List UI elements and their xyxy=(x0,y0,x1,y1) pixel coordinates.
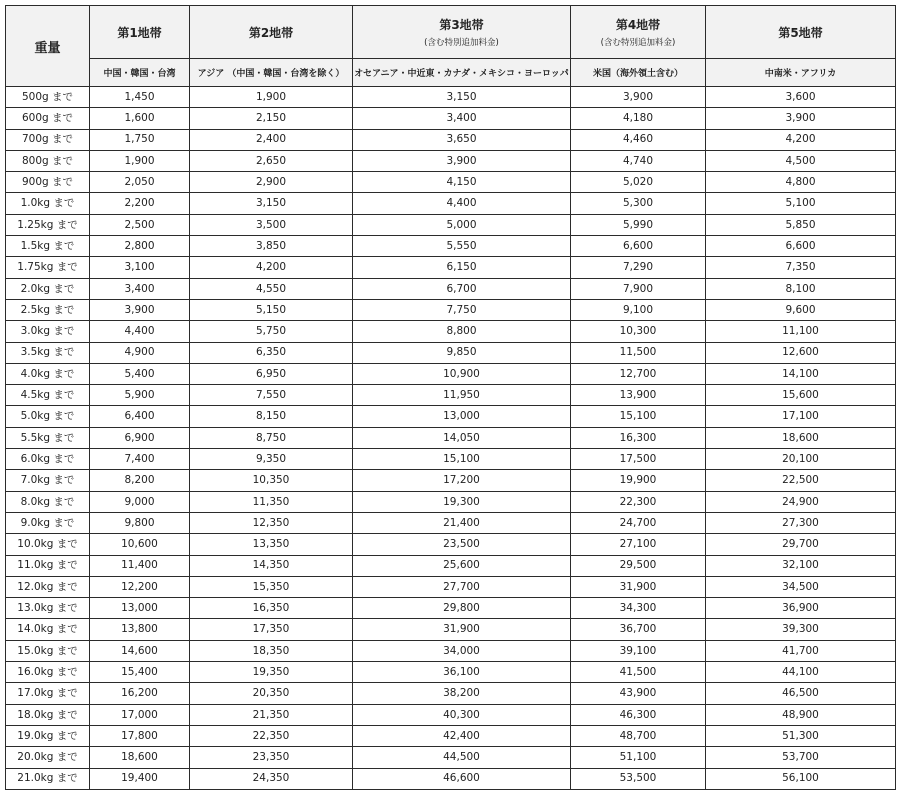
price-cell-zone-4: 36,700 xyxy=(571,619,706,640)
weight-cell: 6.0kg まで xyxy=(6,449,90,470)
price-cell-zone-4: 39,100 xyxy=(571,640,706,661)
price-cell-zone-2: 24,350 xyxy=(190,768,353,789)
weight-cell: 3.5kg まで xyxy=(6,342,90,363)
price-cell-zone-3: 9,850 xyxy=(353,342,571,363)
price-cell-zone-5: 7,350 xyxy=(706,257,896,278)
price-cell-zone-1: 6,900 xyxy=(90,427,190,448)
weight-cell: 5.5kg まで xyxy=(6,427,90,448)
zone-header-1 xyxy=(90,6,190,59)
price-cell-zone-2: 13,350 xyxy=(190,534,353,555)
price-cell-zone-1: 18,600 xyxy=(90,747,190,768)
price-cell-zone-1: 10,600 xyxy=(90,534,190,555)
table-row xyxy=(6,470,896,491)
price-cell-zone-3: 34,000 xyxy=(353,640,571,661)
weight-cell: 19.0kg まで xyxy=(6,725,90,746)
price-cell-zone-2: 15,350 xyxy=(190,576,353,597)
price-cell-zone-3: 3,650 xyxy=(353,129,571,150)
price-cell-zone-3: 4,400 xyxy=(353,193,571,214)
price-cell-zone-3: 42,400 xyxy=(353,725,571,746)
table-row xyxy=(6,619,896,640)
price-cell-zone-5: 27,300 xyxy=(706,512,896,533)
price-cell-zone-5: 4,800 xyxy=(706,172,896,193)
price-cell-zone-1: 3,400 xyxy=(90,278,190,299)
price-cell-zone-4: 29,500 xyxy=(571,555,706,576)
table-row xyxy=(6,662,896,683)
zone-title: 第5地帯 xyxy=(778,25,823,40)
price-cell-zone-1: 8,200 xyxy=(90,470,190,491)
price-cell-zone-5: 8,100 xyxy=(706,278,896,299)
price-cell-zone-4: 34,300 xyxy=(571,598,706,619)
weight-cell: 900g まで xyxy=(6,172,90,193)
price-cell-zone-3: 38,200 xyxy=(353,683,571,704)
price-cell-zone-2: 22,350 xyxy=(190,725,353,746)
weight-cell: 500g まで xyxy=(6,87,90,108)
price-cell-zone-2: 8,750 xyxy=(190,427,353,448)
price-cell-zone-3: 13,000 xyxy=(353,406,571,427)
zone-title: 第4地帯 xyxy=(615,18,661,32)
price-cell-zone-1: 19,400 xyxy=(90,768,190,789)
price-cell-zone-2: 16,350 xyxy=(190,598,353,619)
table-row xyxy=(6,108,896,129)
price-cell-zone-4: 7,290 xyxy=(571,257,706,278)
price-cell-zone-1: 9,000 xyxy=(90,491,190,512)
price-cell-zone-4: 11,500 xyxy=(571,342,706,363)
region-header-2: アジア （中国・韓国・台湾を除く） xyxy=(190,59,353,87)
weight-cell: 1.5kg まで xyxy=(6,236,90,257)
price-cell-zone-3: 19,300 xyxy=(353,491,571,512)
table-row xyxy=(6,385,896,406)
price-cell-zone-3: 17,200 xyxy=(353,470,571,491)
price-cell-zone-3: 46,600 xyxy=(353,768,571,789)
price-cell-zone-3: 5,000 xyxy=(353,214,571,235)
price-cell-zone-5: 20,100 xyxy=(706,449,896,470)
weight-cell: 1.0kg まで xyxy=(6,193,90,214)
weight-cell: 15.0kg まで xyxy=(6,640,90,661)
region-header-4: 米国（海外領土含む） xyxy=(571,59,706,87)
price-cell-zone-1: 2,800 xyxy=(90,236,190,257)
region-header-5: 中南米・アフリカ xyxy=(706,59,896,87)
table-row xyxy=(6,491,896,512)
table-row xyxy=(6,449,896,470)
price-cell-zone-5: 44,100 xyxy=(706,662,896,683)
price-cell-zone-5: 4,500 xyxy=(706,150,896,171)
price-cell-zone-3: 31,900 xyxy=(353,619,571,640)
price-cell-zone-5: 41,700 xyxy=(706,640,896,661)
table-row xyxy=(6,299,896,320)
table-row xyxy=(6,406,896,427)
price-cell-zone-5: 18,600 xyxy=(706,427,896,448)
weight-cell: 21.0kg まで xyxy=(6,768,90,789)
price-cell-zone-5: 24,900 xyxy=(706,491,896,512)
price-cell-zone-4: 6,600 xyxy=(571,236,706,257)
price-cell-zone-3: 8,800 xyxy=(353,321,571,342)
price-cell-zone-2: 20,350 xyxy=(190,683,353,704)
price-cell-zone-4: 16,300 xyxy=(571,427,706,448)
table-row xyxy=(6,278,896,299)
price-cell-zone-1: 4,400 xyxy=(90,321,190,342)
price-cell-zone-3: 23,500 xyxy=(353,534,571,555)
price-cell-zone-2: 7,550 xyxy=(190,385,353,406)
price-cell-zone-5: 32,100 xyxy=(706,555,896,576)
price-cell-zone-1: 15,400 xyxy=(90,662,190,683)
price-cell-zone-1: 7,400 xyxy=(90,449,190,470)
table-row xyxy=(6,725,896,746)
price-cell-zone-2: 2,900 xyxy=(190,172,353,193)
price-cell-zone-4: 15,100 xyxy=(571,406,706,427)
price-cell-zone-2: 11,350 xyxy=(190,491,353,512)
price-cell-zone-4: 48,700 xyxy=(571,725,706,746)
price-cell-zone-3: 44,500 xyxy=(353,747,571,768)
weight-cell: 12.0kg まで xyxy=(6,576,90,597)
weight-cell: 17.0kg まで xyxy=(6,683,90,704)
price-cell-zone-5: 56,100 xyxy=(706,768,896,789)
price-cell-zone-5: 17,100 xyxy=(706,406,896,427)
price-cell-zone-2: 5,750 xyxy=(190,321,353,342)
price-cell-zone-1: 1,750 xyxy=(90,129,190,150)
table-row xyxy=(6,321,896,342)
weight-cell: 20.0kg まで xyxy=(6,747,90,768)
header-row-zones xyxy=(6,6,896,59)
price-cell-zone-5: 6,600 xyxy=(706,236,896,257)
price-cell-zone-4: 43,900 xyxy=(571,683,706,704)
table-row xyxy=(6,87,896,108)
table-row xyxy=(6,683,896,704)
price-cell-zone-2: 2,650 xyxy=(190,150,353,171)
price-cell-zone-1: 13,000 xyxy=(90,598,190,619)
price-cell-zone-5: 48,900 xyxy=(706,704,896,725)
price-cell-zone-4: 31,900 xyxy=(571,576,706,597)
header-row-regions xyxy=(6,59,896,87)
price-cell-zone-5: 5,850 xyxy=(706,214,896,235)
price-cell-zone-2: 1,900 xyxy=(190,87,353,108)
price-cell-zone-4: 4,180 xyxy=(571,108,706,129)
price-cell-zone-4: 27,100 xyxy=(571,534,706,555)
price-cell-zone-3: 29,800 xyxy=(353,598,571,619)
price-cell-zone-1: 5,400 xyxy=(90,363,190,384)
price-cell-zone-4: 7,900 xyxy=(571,278,706,299)
zone-header-5 xyxy=(706,6,896,59)
price-cell-zone-3: 3,400 xyxy=(353,108,571,129)
price-cell-zone-2: 3,850 xyxy=(190,236,353,257)
table-body xyxy=(6,87,896,790)
price-cell-zone-2: 6,350 xyxy=(190,342,353,363)
table-row xyxy=(6,704,896,725)
price-cell-zone-5: 3,600 xyxy=(706,87,896,108)
price-cell-zone-2: 10,350 xyxy=(190,470,353,491)
table-row xyxy=(6,534,896,555)
price-cell-zone-2: 3,500 xyxy=(190,214,353,235)
price-cell-zone-5: 9,600 xyxy=(706,299,896,320)
price-cell-zone-1: 1,450 xyxy=(90,87,190,108)
price-cell-zone-5: 39,300 xyxy=(706,619,896,640)
weight-cell: 1.25kg まで xyxy=(6,214,90,235)
price-cell-zone-1: 14,600 xyxy=(90,640,190,661)
price-cell-zone-1: 5,900 xyxy=(90,385,190,406)
weight-cell: 8.0kg まで xyxy=(6,491,90,512)
price-cell-zone-1: 13,800 xyxy=(90,619,190,640)
weight-column-header: 重量 xyxy=(6,6,90,87)
price-cell-zone-3: 14,050 xyxy=(353,427,571,448)
weight-cell: 18.0kg まで xyxy=(6,704,90,725)
price-cell-zone-2: 12,350 xyxy=(190,512,353,533)
table-row xyxy=(6,214,896,235)
table-row xyxy=(6,342,896,363)
price-cell-zone-3: 7,750 xyxy=(353,299,571,320)
price-cell-zone-5: 53,700 xyxy=(706,747,896,768)
price-cell-zone-3: 3,150 xyxy=(353,87,571,108)
price-cell-zone-4: 4,460 xyxy=(571,129,706,150)
price-cell-zone-4: 51,100 xyxy=(571,747,706,768)
price-cell-zone-1: 1,600 xyxy=(90,108,190,129)
price-cell-zone-4: 46,300 xyxy=(571,704,706,725)
weight-cell: 4.0kg まで xyxy=(6,363,90,384)
price-cell-zone-5: 29,700 xyxy=(706,534,896,555)
price-cell-zone-4: 5,020 xyxy=(571,172,706,193)
price-cell-zone-3: 21,400 xyxy=(353,512,571,533)
price-cell-zone-4: 3,900 xyxy=(571,87,706,108)
price-cell-zone-4: 19,900 xyxy=(571,470,706,491)
price-cell-zone-5: 36,900 xyxy=(706,598,896,619)
price-cell-zone-4: 5,990 xyxy=(571,214,706,235)
price-cell-zone-1: 16,200 xyxy=(90,683,190,704)
price-cell-zone-5: 3,900 xyxy=(706,108,896,129)
price-cell-zone-4: 17,500 xyxy=(571,449,706,470)
price-cell-zone-3: 36,100 xyxy=(353,662,571,683)
weight-cell: 3.0kg まで xyxy=(6,321,90,342)
table-row xyxy=(6,512,896,533)
price-cell-zone-2: 4,550 xyxy=(190,278,353,299)
price-cell-zone-3: 3,900 xyxy=(353,150,571,171)
price-cell-zone-3: 5,550 xyxy=(353,236,571,257)
zone-header-4 xyxy=(571,6,706,59)
table-row xyxy=(6,150,896,171)
table-row xyxy=(6,193,896,214)
table-row xyxy=(6,576,896,597)
price-cell-zone-1: 2,200 xyxy=(90,193,190,214)
region-header-3: オセアニア・中近東・カナダ・メキシコ・ヨーロッパ xyxy=(353,59,571,87)
table-row xyxy=(6,427,896,448)
region-header-1: 中国・韓国・台湾 xyxy=(90,59,190,87)
price-cell-zone-1: 9,800 xyxy=(90,512,190,533)
table-row xyxy=(6,363,896,384)
price-cell-zone-5: 46,500 xyxy=(706,683,896,704)
price-cell-zone-5: 12,600 xyxy=(706,342,896,363)
table-row xyxy=(6,768,896,789)
weight-cell: 600g まで xyxy=(6,108,90,129)
table-row xyxy=(6,747,896,768)
price-cell-zone-3: 25,600 xyxy=(353,555,571,576)
price-cell-zone-3: 4,150 xyxy=(353,172,571,193)
weight-cell: 2.0kg まで xyxy=(6,278,90,299)
price-cell-zone-3: 11,950 xyxy=(353,385,571,406)
weight-cell: 5.0kg まで xyxy=(6,406,90,427)
price-cell-zone-2: 9,350 xyxy=(190,449,353,470)
table-row xyxy=(6,172,896,193)
price-cell-zone-1: 17,800 xyxy=(90,725,190,746)
price-cell-zone-5: 14,100 xyxy=(706,363,896,384)
weight-cell: 9.0kg まで xyxy=(6,512,90,533)
table-row xyxy=(6,236,896,257)
price-cell-zone-2: 5,150 xyxy=(190,299,353,320)
price-cell-zone-1: 12,200 xyxy=(90,576,190,597)
price-cell-zone-5: 22,500 xyxy=(706,470,896,491)
price-cell-zone-5: 4,200 xyxy=(706,129,896,150)
price-cell-zone-2: 14,350 xyxy=(190,555,353,576)
price-cell-zone-2: 21,350 xyxy=(190,704,353,725)
price-cell-zone-4: 10,300 xyxy=(571,321,706,342)
zone-header-3 xyxy=(353,6,571,59)
zone-title: 第2地帯 xyxy=(248,25,294,40)
table-header xyxy=(6,6,896,87)
weight-cell: 16.0kg まで xyxy=(6,662,90,683)
rate-table xyxy=(5,5,896,790)
price-cell-zone-2: 19,350 xyxy=(190,662,353,683)
weight-cell: 2.5kg まで xyxy=(6,299,90,320)
price-cell-zone-1: 11,400 xyxy=(90,555,190,576)
price-cell-zone-2: 6,950 xyxy=(190,363,353,384)
price-cell-zone-5: 34,500 xyxy=(706,576,896,597)
price-cell-zone-1: 1,900 xyxy=(90,150,190,171)
price-cell-zone-5: 15,600 xyxy=(706,385,896,406)
price-cell-zone-1: 2,050 xyxy=(90,172,190,193)
price-cell-zone-4: 13,900 xyxy=(571,385,706,406)
weight-cell: 1.75kg まで xyxy=(6,257,90,278)
price-cell-zone-2: 3,150 xyxy=(190,193,353,214)
price-cell-zone-3: 6,150 xyxy=(353,257,571,278)
price-cell-zone-3: 10,900 xyxy=(353,363,571,384)
price-cell-zone-4: 22,300 xyxy=(571,491,706,512)
zone-title: 第1地帯 xyxy=(117,25,162,40)
price-cell-zone-2: 4,200 xyxy=(190,257,353,278)
weight-cell: 800g まで xyxy=(6,150,90,171)
price-cell-zone-2: 18,350 xyxy=(190,640,353,661)
weight-cell: 11.0kg まで xyxy=(6,555,90,576)
price-cell-zone-2: 17,350 xyxy=(190,619,353,640)
price-cell-zone-1: 2,500 xyxy=(90,214,190,235)
weight-cell: 4.5kg まで xyxy=(6,385,90,406)
price-cell-zone-5: 11,100 xyxy=(706,321,896,342)
price-cell-zone-4: 5,300 xyxy=(571,193,706,214)
price-cell-zone-5: 51,300 xyxy=(706,725,896,746)
price-cell-zone-2: 2,400 xyxy=(190,129,353,150)
weight-cell: 13.0kg まで xyxy=(6,598,90,619)
weight-cell: 700g まで xyxy=(6,129,90,150)
table-row xyxy=(6,257,896,278)
price-cell-zone-4: 24,700 xyxy=(571,512,706,533)
price-cell-zone-4: 4,740 xyxy=(571,150,706,171)
price-cell-zone-4: 9,100 xyxy=(571,299,706,320)
price-cell-zone-5: 5,100 xyxy=(706,193,896,214)
price-cell-zone-2: 23,350 xyxy=(190,747,353,768)
weight-cell: 7.0kg まで xyxy=(6,470,90,491)
price-cell-zone-1: 17,000 xyxy=(90,704,190,725)
price-cell-zone-4: 41,500 xyxy=(571,662,706,683)
price-cell-zone-3: 27,700 xyxy=(353,576,571,597)
price-cell-zone-1: 6,400 xyxy=(90,406,190,427)
table-row xyxy=(6,129,896,150)
price-cell-zone-1: 4,900 xyxy=(90,342,190,363)
zone-note: (含む特別追加料金) xyxy=(600,38,676,48)
price-cell-zone-2: 2,150 xyxy=(190,108,353,129)
zone-header-2 xyxy=(190,6,353,59)
price-cell-zone-3: 40,300 xyxy=(353,704,571,725)
price-cell-zone-4: 12,700 xyxy=(571,363,706,384)
zone-note: (含む特別追加料金) xyxy=(424,38,499,48)
zone-title: 第3地帯 xyxy=(439,18,484,32)
price-cell-zone-4: 53,500 xyxy=(571,768,706,789)
price-cell-zone-1: 3,900 xyxy=(90,299,190,320)
weight-cell: 14.0kg まで xyxy=(6,619,90,640)
price-cell-zone-1: 3,100 xyxy=(90,257,190,278)
weight-cell: 10.0kg まで xyxy=(6,534,90,555)
table-row xyxy=(6,640,896,661)
price-cell-zone-3: 6,700 xyxy=(353,278,571,299)
price-cell-zone-2: 8,150 xyxy=(190,406,353,427)
price-cell-zone-3: 15,100 xyxy=(353,449,571,470)
table-row xyxy=(6,598,896,619)
table-row xyxy=(6,555,896,576)
